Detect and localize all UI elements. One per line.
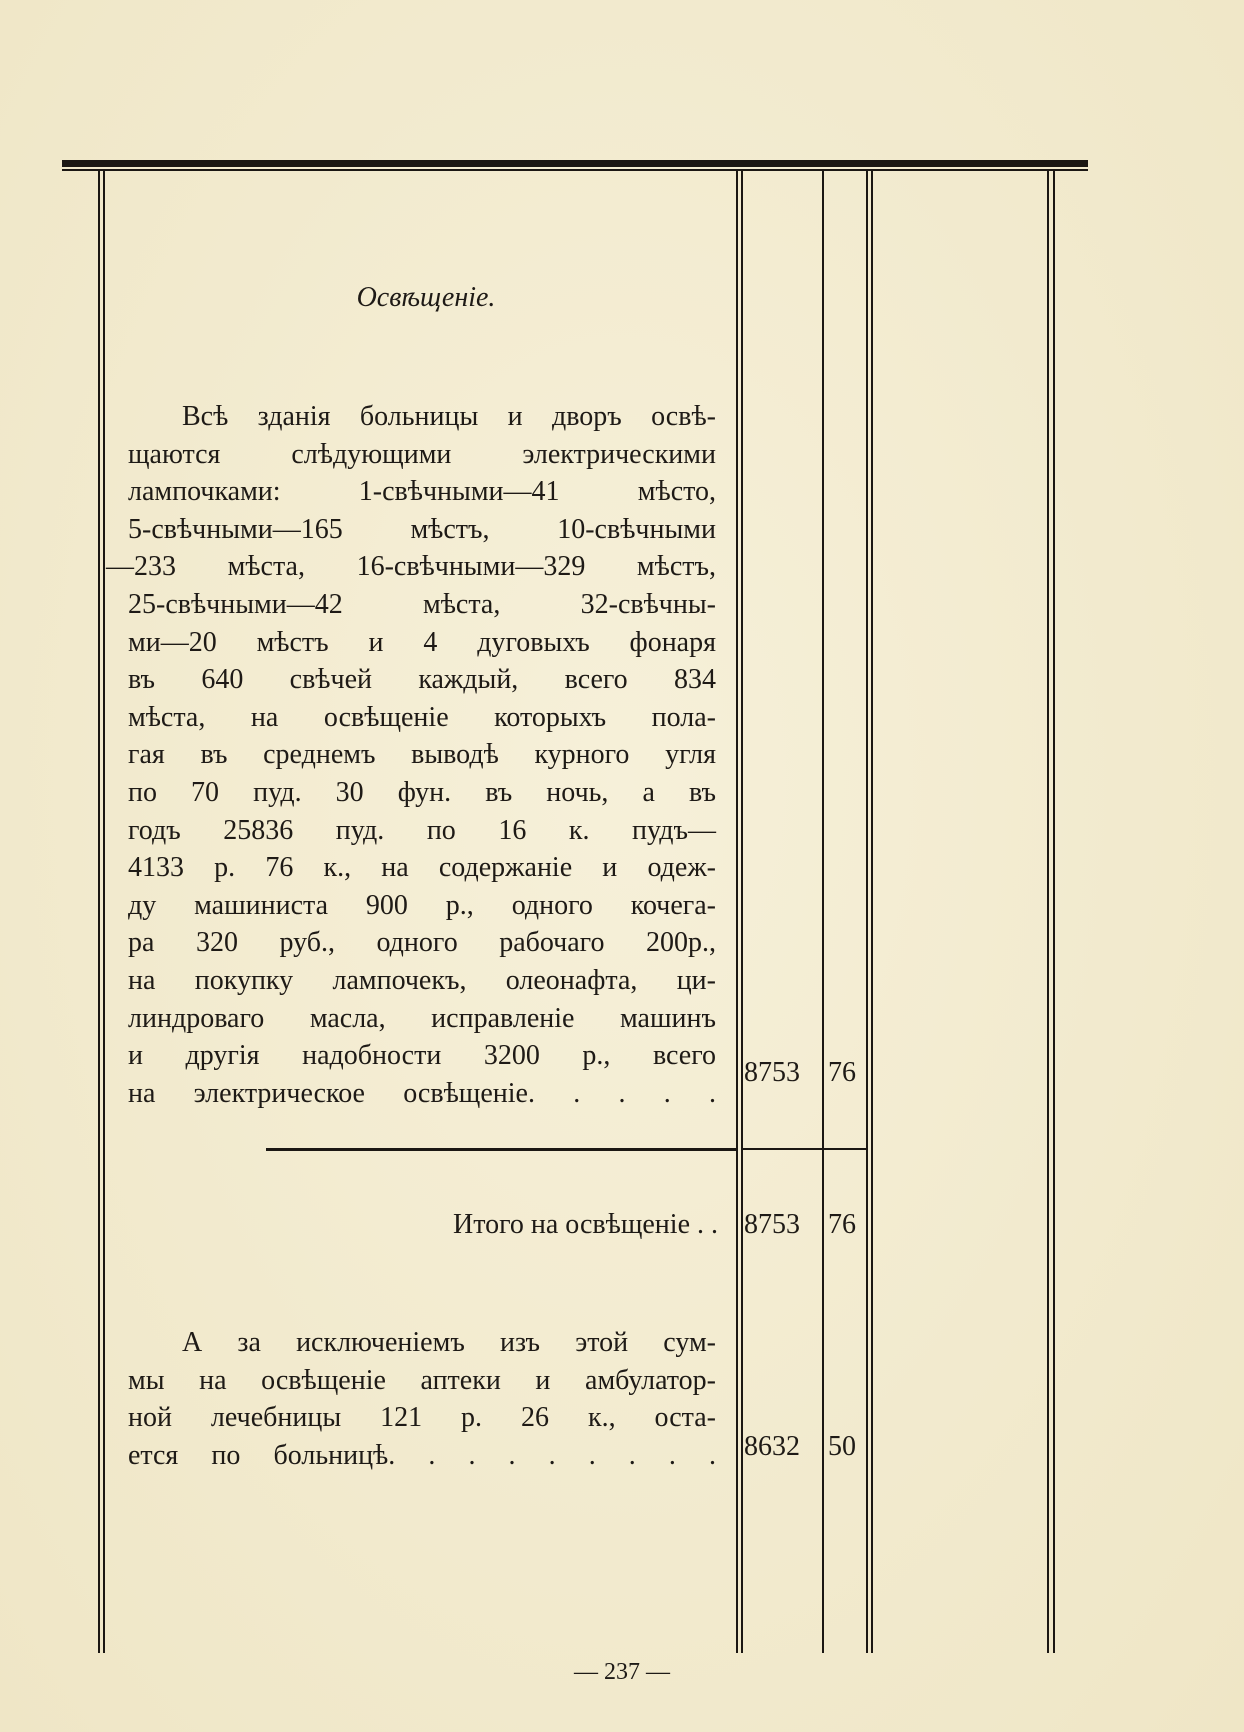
paragraph-line: годъ 25836 пуд. по 16 к. пудъ— [128,814,716,846]
paragraph-line: —233 мѣста, 16-свѣчными—329 мѣстъ, [106,551,716,583]
paragraph-line: А за исключеніемъ изъ этой сум- [182,1327,716,1358]
paragraph-line: и другія надобности 3200 р., всего [128,1040,716,1072]
outer-right-line-inner [1053,171,1055,1653]
left-border-line [98,171,100,1653]
paragraph-line: мы на освѣщеніе аптеки и амбулатор- [128,1364,716,1396]
total-label: Итого на освѣщеніе . . [452,1209,718,1240]
top-rule [62,160,1088,167]
paragraph-line: на покупку лампочекъ, олеонафта, ци- [128,964,716,996]
paragraph-line: ра 320 руб., одного рабочаго 200р., [128,927,716,959]
paragraph-line: по 70 пуд. 30 фун. въ ночь, а въ [128,776,716,808]
paragraph-line: ется по больницѣ. . . . . . . . . [128,1439,716,1471]
paragraph-line: ду машиниста 900 р., одного кочега- [128,889,716,921]
paragraph-line: 25-свѣчными—42 мѣста, 32-свѣчны- [128,588,716,620]
main-paragraph [106,398,716,1112]
paragraph-line: въ 640 свѣчей каждый, всего 834 [128,664,716,696]
outer-right-line [1047,171,1049,1653]
kopecks-column-left-line [822,171,824,1653]
paragraph-line: ми—20 мѣстъ и 4 дуговыхъ фонаря [128,626,716,658]
paragraph-line: 4133 р. 76 к., на содержаніе и одеж- [128,852,716,884]
sum-rule-rubles [741,1148,822,1150]
paragraph-line: Всѣ зданія больницы и дворъ освѣ- [182,401,716,432]
paragraph-line: линдроваго масла, исправленіе машинъ [128,1002,716,1034]
sum-rule-kopecks [824,1148,868,1150]
exclusion-paragraph [128,1324,716,1474]
paragraph-line: на электрическое освѣщеніе. . . . . [128,1077,716,1109]
paragraph-line: ной лечебницы 121 р. 26 к., оста- [128,1402,716,1434]
left-border-line-inner [103,171,105,1653]
main-amount-kopecks: 76 [828,1057,856,1088]
main-amount-rubles: 8753 [744,1057,800,1088]
rubles-column-left-line [736,171,738,1653]
paragraph-line: мѣста, на освѣщеніе которыхъ пола- [128,701,716,733]
paragraph-line: гая въ среднемъ выводѣ курного угля [128,739,716,771]
right-border-line [866,171,868,1653]
section-title: Освѣщеніе. [356,282,496,313]
rubles-column-left-line-inner [741,171,743,1653]
sum-rule-text [266,1148,738,1151]
total-amount-kopecks: 76 [828,1209,856,1240]
paragraph-line: щаются слѣдующими электрическими [128,438,716,470]
paragraph-line: лампочками: 1-свѣчными—41 мѣсто, [128,476,716,508]
top-rule-thin [62,169,1088,171]
remaining-amount-rubles: 8632 [744,1431,800,1462]
right-border-line-inner [871,171,873,1653]
page-number: — 237 — [574,1659,670,1685]
paragraph-line: 5-свѣчными—165 мѣстъ, 10-свѣчными [128,513,716,545]
total-amount-rubles: 8753 [744,1209,800,1240]
remaining-amount-kopecks: 50 [828,1431,856,1462]
